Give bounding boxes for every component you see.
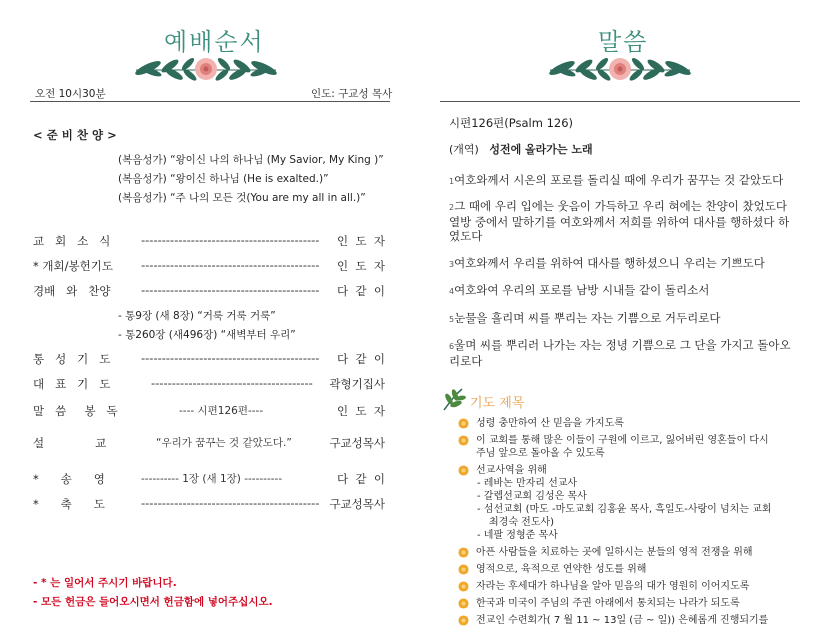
order-row [33,471,385,491]
order-person: 구교성목사 [329,497,385,511]
verse-number: 2 [449,203,455,212]
order-detail: ---- 시편126편---- [179,405,264,417]
prayer-text: 영적으로, 육적으로 연약한 성도를 위해 [476,564,647,575]
order-label: 통 성 기 도 [33,352,111,366]
worship-song: - 통260장 (새496장) “새벽부터 우리” [118,329,296,341]
verse-number: 5 [449,315,455,324]
verse-number: 4 [449,287,455,296]
mission-item: - 갈렙선교회 김성은 목사 [477,491,587,502]
verse-text: 여호와께서 시온의 포로를 돌리실 때에 우리가 꿈꾸는 것 같았도다 [454,173,784,187]
order-detail: ------------------------------------------- [141,258,320,272]
flower-bullet-icon [458,615,469,626]
version-label: (개역) [449,143,479,156]
flower-bullet-icon [458,418,469,429]
order-label: 말 씀 봉 독 [33,404,118,418]
order-person: 다 같 이 [337,472,385,486]
prelude-song: (복음성가) “주 나의 모든 것(You are my all in all.)” [118,192,366,204]
verse [449,199,799,243]
flower-bullet-icon [458,581,469,592]
verse-text: 그 때에 우리 입에는 웃음이 가득하고 우리 혀에는 찬양이 찼었도다 열방 중에서 말하기를 여호와께서 저희를 위하여 대사를 행하셨다 하였도다 [449,199,790,243]
verse-text: 여호와여 우리의 포로를 남방 시내들 같이 돌리소서 [454,283,710,297]
order-row [33,376,385,396]
order-row [33,283,385,303]
psalm-heading: 성전에 올라가는 노래 [489,143,593,156]
verse [449,338,799,368]
leaf-branch-icon [440,386,466,412]
order-row [33,258,385,278]
order-person: 다 같 이 [337,352,385,366]
scripture-heading [449,141,593,157]
leaf-flower-ornament-left [128,50,284,86]
scripture-passage: 시편126편(Psalm 126) [449,116,574,130]
prelude-song: (복음성가) “왕이신 하나님 (He is exalted.)” [118,173,329,185]
worship-song: - 통9장 (새 8장) “거룩 거룩 거룩” [118,310,276,322]
order-detail: ------------------------------------------- [141,496,320,510]
order-label: 경배 와 찬양 [33,284,111,298]
order-person: 곽형기집사 [329,377,385,391]
verse-text: 여호와께서 우리를 위하여 대사를 행하셨으니 우리는 기쁘도다 [454,256,765,270]
order-person: 인 도 자 [337,259,385,273]
order-label: * 축 도 [33,497,105,511]
order-person: 다 같 이 [337,284,385,298]
prelude-song: (복음성가) “왕이신 나의 하나님 (My Savior, My King )” [118,154,384,166]
service-leader: 인도: 구교성 목사 [311,88,393,100]
leaf-flower-ornament-right [542,50,698,86]
prayer-title: 기도 제목 [470,396,525,411]
order-row [33,403,385,423]
order-person: 인 도 자 [337,234,385,248]
verse-text: 눈물을 흘리며 씨를 뿌리는 자는 기쁨으로 거두리로다 [454,311,721,325]
service-time: 오전 10시30분 [35,88,106,100]
order-row [33,351,385,371]
order-detail: ---------- 1장 (새 1장) ---------- [141,473,283,485]
prayer-text: 한국과 미국이 주님의 주권 아래에서 통치되는 나라가 되도록 [476,598,740,609]
word-title: 말씀 [598,28,649,56]
prayer-text: 아픈 사람들을 치료하는 곳에 일하시는 분들의 영적 전쟁을 위해 [476,547,753,558]
verse-number: 3 [449,260,455,269]
prelude-heading: < 준 비 찬 양 > [33,128,117,142]
note-offering: - 모든 헌금은 들어오시면서 헌금함에 넣어주십시오. [33,596,273,608]
flower-bullet-icon [458,465,469,476]
order-row [33,435,385,455]
order-label: * 송 영 [33,472,105,486]
flower-bullet-icon [458,564,469,575]
mission-item: - 레바논 만자리 선교사 [477,478,578,489]
verse [449,173,799,189]
order-title: 예배순서 [164,28,265,56]
prayer-text: 이 교회를 통해 많은 이들이 구원에 이르고, 잃어버린 영혼들이 다시 [476,435,769,446]
verse [449,311,799,327]
prayer-text: 성령 충만하여 산 믿음을 가지도록 [476,418,624,429]
prayer-text: 선교사역을 위해 [476,465,547,476]
flower-bullet-icon [458,598,469,609]
flower-bullet-icon [458,435,469,446]
verse-text: 울며 씨를 뿌리러 나가는 자는 정녕 기쁨으로 그 단을 가지고 돌아오리로다 [449,338,791,368]
mission-item-continued: 최경숙 전도사) [489,517,555,528]
order-label: 교 회 소 식 [33,234,111,248]
flower-bullet-icon [458,547,469,558]
order-label: 대 표 기 도 [33,377,111,391]
verse-number: 1 [449,177,455,186]
verse-number: 6 [449,342,455,351]
order-detail: ------------------------------------------- [141,233,320,247]
mission-item: - 네팔 정형준 목사 [477,530,558,541]
order-label: 설 교 [33,436,107,450]
prayer-text: 전교인 수련회가( 7 월 11 ~ 13일 (금 ~ 일)) 은혜롭게 진행되기를 [476,615,769,626]
order-detail: ------------------------------------------- [141,351,320,365]
order-detail: --------------------------------------- [151,376,313,390]
mission-item: - 섬선교회 (마도 -마도교회 김홍윤 목사, 흑일도-사랑이 넘치는 교회 [477,504,772,515]
prayer-text: 자라는 후세대가 하나님을 알아 믿음의 대가 영원히 이어지도록 [476,581,750,592]
verse [449,283,799,299]
order-detail: ------------------------------------------- [141,283,320,297]
prayer-text: 주님 앞으로 돌아올 수 있도록 [476,448,605,459]
order-row [33,496,385,516]
order-person: 구교성목사 [329,436,385,450]
order-detail: “우리가 꿈꾸는 것 같았도다.” [156,437,292,449]
right-divider [440,101,800,102]
note-standing: - * 는 일어서 주시기 바랍니다. [33,577,177,589]
order-row [33,233,385,253]
order-person: 인 도 자 [337,404,385,418]
left-divider [30,101,390,102]
order-label: * 개회/봉헌기도 [33,259,113,273]
verse [449,256,799,272]
